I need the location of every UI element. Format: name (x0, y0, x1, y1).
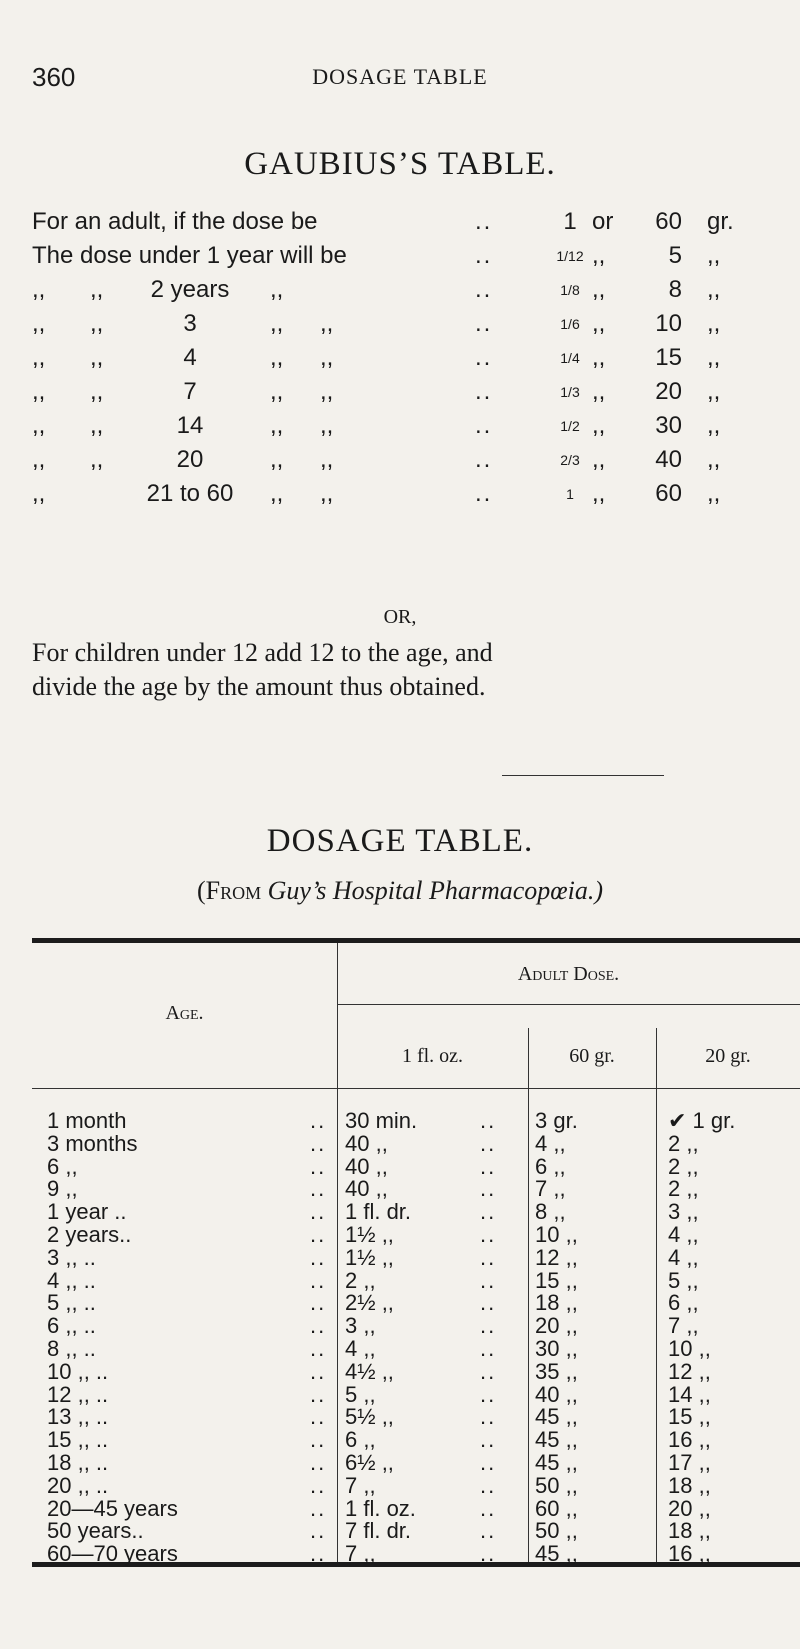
leader-dots: .. (475, 378, 493, 405)
dose-20gr-cell: 2 ,, (668, 1153, 699, 1179)
unit: ,, (707, 310, 721, 337)
leader-dots: .. (480, 1495, 497, 1521)
unit: gr. (707, 208, 734, 235)
age: 20 (176, 446, 204, 473)
unit: ,, (707, 446, 721, 473)
dose-60gr-cell: 15 ,, (535, 1267, 578, 1293)
age-cell: 20 ,, .. (47, 1472, 109, 1498)
gaubius-row (0, 344, 800, 378)
grains: 5 (668, 242, 682, 269)
age-cell: 18 ,, .. (47, 1450, 109, 1475)
leader-dots: .. (310, 1495, 327, 1521)
dose-20gr-cell: 14 ,, (668, 1381, 711, 1407)
leader-dots: .. (310, 1472, 327, 1498)
leader-dots: .. (310, 1518, 327, 1544)
dose-20gr-cell: 15 ,, (668, 1404, 711, 1430)
dose-fraction: 1/2 (560, 418, 580, 434)
leader-dots: .. (480, 1199, 497, 1225)
leader-dots: .. (480, 1290, 497, 1316)
leader-dots: .. (310, 1108, 327, 1133)
age-cell: 3 months (47, 1130, 138, 1156)
dose-60gr-cell: 10 ,, (535, 1222, 578, 1247)
dose-1floz-cell: 2 ,, (345, 1267, 376, 1293)
dose-20gr-cell: 16 ,, (668, 1427, 711, 1453)
grains: 60 (655, 480, 682, 507)
dose-fraction: 1/8 (560, 282, 580, 298)
leader-dots: .. (310, 1541, 327, 1567)
age-cell: 13 ,, .. (47, 1404, 109, 1430)
dose-1floz-cell: 1½ ,, (345, 1244, 394, 1270)
ditto-mark: ,, (320, 412, 334, 439)
grains: 15 (655, 344, 682, 371)
age-cell: 50 years.. (47, 1518, 144, 1544)
page-number: 360 (32, 62, 76, 92)
ditto-mark: ,, (90, 344, 104, 371)
connector: or (592, 208, 614, 235)
ditto-mark: ,, (320, 480, 334, 507)
age-cell: 1 year .. (47, 1199, 127, 1225)
connector: ,, (592, 276, 606, 303)
leader-dots: .. (480, 1153, 497, 1179)
age-cell: 3 ,, .. (47, 1244, 96, 1270)
ditto-mark: ,, (270, 480, 284, 507)
leader-dots: .. (475, 208, 493, 235)
age-cell: 12 ,, .. (47, 1381, 109, 1407)
dose-20gr-cell: ✔ 1 gr. (668, 1108, 736, 1133)
ditto-mark: ,, (90, 310, 104, 337)
ditto-mark: ,, (320, 378, 334, 405)
connector: ,, (592, 310, 606, 337)
leader-dots: .. (480, 1176, 497, 1202)
age: 7 (183, 378, 197, 405)
gaubius-row (0, 412, 800, 446)
gaubius-row (0, 446, 800, 480)
leader-dots: .. (310, 1336, 327, 1361)
gaubius-row (0, 378, 800, 412)
dose-1floz-cell: 6 ,, (345, 1427, 376, 1453)
dose-60gr-cell: 12 ,, (535, 1244, 578, 1270)
leader-dots: .. (475, 446, 493, 473)
grains: 40 (655, 446, 682, 473)
dose-fraction: 1/3 (560, 384, 580, 400)
ditto-mark: ,, (90, 412, 104, 439)
dose-fraction: 1/4 (560, 350, 580, 366)
dose-1floz-cell: 2½ ,, (345, 1290, 394, 1316)
dose-20gr-cell: 2 ,, (668, 1176, 699, 1202)
leader-dots: .. (480, 1450, 497, 1475)
gaubius-row (0, 480, 800, 514)
leader-dots: .. (310, 1313, 327, 1339)
leader-dots: .. (475, 412, 493, 439)
ditto-mark: ,, (90, 446, 104, 473)
dose-20gr-cell: 7 ,, (668, 1313, 699, 1339)
dose-60gr-cell: 6 ,, (535, 1153, 566, 1179)
leader-dots: .. (310, 1244, 327, 1270)
leader-dots: .. (310, 1222, 327, 1247)
age-header: Age. (165, 1002, 204, 1024)
connector: ,, (592, 378, 606, 405)
row-text: For an adult, if the dose be (32, 208, 318, 235)
gaubius-infant-row (0, 242, 800, 276)
table-top-rule (32, 938, 800, 943)
leader-dots: .. (310, 1358, 327, 1384)
leader-dots: .. (480, 1541, 497, 1567)
dose-60gr-cell: 18 ,, (535, 1290, 578, 1316)
dose-20gr-cell: 4 ,, (668, 1222, 699, 1247)
ditto-mark: ,, (32, 412, 46, 439)
unit: ,, (707, 378, 721, 405)
age-cell: 15 ,, .. (47, 1427, 109, 1453)
note-line: For children under 12 add 12 to the age, and (32, 638, 493, 667)
leader-dots: .. (480, 1336, 497, 1361)
dose-20gr-cell: 2 ,, (668, 1130, 699, 1156)
leader-dots: .. (310, 1130, 327, 1156)
dose-20gr-cell: 18 ,, (668, 1518, 711, 1544)
ditto-mark: ,, (320, 310, 334, 337)
ditto-mark: ,, (32, 480, 46, 507)
age-cell: 10 ,, .. (47, 1358, 109, 1384)
dose-60gr-cell: 35 ,, (535, 1358, 578, 1384)
leader-dots: .. (480, 1427, 497, 1453)
dose-60gr-cell: 30 ,, (535, 1336, 578, 1361)
leader-dots: .. (480, 1267, 497, 1293)
table-row (0, 1541, 800, 1569)
dose-1floz-cell: 30 min. (345, 1108, 418, 1133)
dose-60gr-cell: 40 ,, (535, 1381, 578, 1407)
dose-20gr-cell: 16 ,, (668, 1541, 711, 1567)
leader-dots: .. (480, 1472, 497, 1498)
ditto-mark: ,, (270, 378, 284, 405)
ditto-mark: ,, (90, 378, 104, 405)
col-header-20gr: 20 gr. (705, 1045, 751, 1067)
unit: ,, (707, 276, 721, 303)
dose-20gr-cell: 5 ,, (668, 1267, 699, 1293)
dose-1floz-cell: 40 ,, (345, 1153, 388, 1179)
dose-60gr-cell: 7 ,, (535, 1176, 566, 1202)
col-header-1floz: 1 fl. oz. (401, 1045, 464, 1067)
ditto-mark: ,, (270, 446, 284, 473)
leader-dots: .. (480, 1222, 497, 1247)
leader-dots: .. (310, 1267, 327, 1293)
age: 3 (183, 310, 197, 337)
unit: ,, (707, 344, 721, 371)
connector: ,, (592, 480, 606, 507)
dose-60gr-cell: 4 ,, (535, 1130, 566, 1156)
leader-dots: .. (310, 1404, 327, 1430)
dose-1floz-cell: 4½ ,, (345, 1358, 394, 1384)
age: 14 (176, 412, 204, 439)
dose-1floz-cell: 40 ,, (345, 1176, 388, 1202)
dose-1floz-cell: 5½ ,, (345, 1404, 394, 1430)
age: 2 years (150, 276, 230, 303)
row-text: The dose under 1 year will be (32, 242, 347, 269)
grains: 8 (668, 276, 682, 303)
header-bottom-rule (32, 1088, 800, 1089)
ditto-mark: ,, (270, 276, 284, 303)
leader-dots: .. (475, 276, 493, 303)
dose-20gr-cell: 6 ,, (668, 1290, 699, 1316)
dosage-table-title: DOSAGE TABLE. (266, 823, 534, 859)
leader-dots: .. (310, 1176, 327, 1202)
dose-60gr-cell: 50 ,, (535, 1472, 578, 1498)
ditto-mark: ,, (32, 344, 46, 371)
dose-1floz-cell: 6½ ,, (345, 1450, 394, 1475)
dosage-table-source (0, 876, 800, 906)
leader-dots: .. (475, 480, 493, 507)
dose-1floz-cell: 4 ,, (345, 1336, 376, 1361)
header-rule (337, 1004, 800, 1005)
connector: ,, (592, 446, 606, 473)
leader-dots: .. (480, 1381, 497, 1407)
ditto-mark: ,, (270, 310, 284, 337)
dose-1floz-cell: 1 fl. oz. (345, 1495, 416, 1521)
age-cell: 6 ,, .. (47, 1313, 96, 1339)
dose-1floz-cell: 7 ,, (345, 1541, 376, 1567)
age: 21 to 60 (146, 480, 234, 507)
dose-60gr-cell: 45 ,, (535, 1427, 578, 1453)
dose-fraction: 2/3 (560, 452, 580, 468)
unit: ,, (707, 242, 721, 269)
age-cell: 2 years.. (47, 1222, 132, 1247)
connector: ,, (592, 344, 606, 371)
leader-dots: .. (475, 310, 493, 337)
note-line: divide the age by the amount thus obtained. (32, 672, 486, 701)
dose-1floz-cell: 5 ,, (345, 1381, 376, 1407)
unit: ,, (707, 412, 721, 439)
dose-20gr-cell: 20 ,, (668, 1495, 711, 1521)
age-cell: 20—45 years (47, 1495, 178, 1521)
running-title: DOSAGE TABLE (312, 64, 488, 89)
ditto-mark: ,, (320, 446, 334, 473)
dose-60gr-cell: 20 ,, (535, 1313, 578, 1339)
grains: 10 (655, 310, 682, 337)
leader-dots: .. (310, 1381, 327, 1407)
section-divider (502, 775, 664, 776)
connector: ,, (592, 412, 606, 439)
dose-20gr-cell: 12 ,, (668, 1358, 711, 1384)
leader-dots: .. (310, 1290, 327, 1316)
ditto-mark: ,, (320, 344, 334, 371)
connector: ,, (592, 242, 606, 269)
leader-dots: .. (310, 1450, 327, 1475)
dose-fraction: 1 (566, 486, 574, 502)
grains: 20 (655, 378, 682, 405)
dose-60gr-cell: 50 ,, (535, 1518, 578, 1544)
age-cell: 9 ,, (47, 1176, 78, 1202)
age: 4 (183, 344, 197, 371)
ditto-mark: ,, (32, 378, 46, 405)
leader-dots: .. (310, 1427, 327, 1453)
leader-dots: .. (310, 1199, 327, 1225)
adult-dose-header: Adult Dose. (517, 963, 620, 985)
dose-fraction: 1/12 (556, 248, 584, 264)
source-title: Guy’s Hospital Pharmacopœia.) (267, 876, 603, 905)
col-header-60gr: 60 gr. (569, 1045, 615, 1067)
age-cell: 8 ,, .. (47, 1336, 96, 1361)
age-cell: 6 ,, (47, 1153, 78, 1179)
age-cell: 1 month (47, 1108, 127, 1133)
age-cell: 4 ,, .. (47, 1267, 96, 1293)
dose-20gr-cell: 18 ,, (668, 1472, 711, 1498)
grains: 60 (655, 208, 682, 235)
dose-20gr-cell: 10 ,, (668, 1336, 711, 1361)
leader-dots: .. (480, 1358, 497, 1384)
dose-1floz-cell: 1½ ,, (345, 1222, 394, 1247)
dose-60gr-cell: 45 ,, (535, 1404, 578, 1430)
leader-dots: .. (480, 1518, 497, 1544)
dose-fraction: 1/6 (560, 316, 580, 332)
dose-60gr-cell: 3 gr. (535, 1108, 578, 1133)
ditto-mark: ,, (32, 276, 46, 303)
dose-1floz-cell: 3 ,, (345, 1313, 376, 1339)
ditto-mark: ,, (90, 276, 104, 303)
dose-20gr-cell: 17 ,, (668, 1450, 711, 1475)
dose-fraction: 1 (563, 208, 577, 235)
dose-20gr-cell: 4 ,, (668, 1244, 699, 1270)
ditto-mark: ,, (32, 310, 46, 337)
ditto-mark: ,, (270, 344, 284, 371)
leader-dots: .. (310, 1153, 327, 1179)
dose-60gr-cell: 60 ,, (535, 1495, 578, 1521)
unit: ,, (707, 480, 721, 507)
dose-1floz-cell: 40 ,, (345, 1130, 388, 1156)
dose-60gr-cell: 45 ,, (535, 1541, 578, 1567)
leader-dots: .. (475, 344, 493, 371)
ditto-mark: ,, (270, 412, 284, 439)
dose-1floz-cell: 7 ,, (345, 1472, 376, 1498)
age-cell: 5 ,, .. (47, 1290, 96, 1316)
gaubius-adult-row (0, 208, 800, 242)
gaubius-row (0, 310, 800, 344)
grains: 30 (655, 412, 682, 439)
or-label: OR, (383, 606, 417, 628)
dose-20gr-cell: 3 ,, (668, 1199, 699, 1225)
gaubius-title: GAUBIUS’S TABLE. (244, 146, 556, 182)
leader-dots: .. (480, 1108, 497, 1133)
leader-dots: .. (475, 242, 493, 269)
leader-dots: .. (480, 1404, 497, 1430)
dose-1floz-cell: 7 fl. dr. (345, 1518, 412, 1544)
dose-60gr-cell: 8 ,, (535, 1199, 566, 1225)
ditto-mark: ,, (32, 446, 46, 473)
gaubius-row (0, 276, 800, 310)
leader-dots: .. (480, 1130, 497, 1156)
dose-60gr-cell: 45 ,, (535, 1450, 578, 1475)
dose-1floz-cell: 1 fl. dr. (345, 1199, 412, 1225)
children-rule-note (32, 636, 800, 704)
leader-dots: .. (480, 1244, 497, 1270)
leader-dots: .. (480, 1313, 497, 1339)
source-from: (From (197, 876, 262, 905)
age-cell: 60—70 years (47, 1541, 178, 1567)
